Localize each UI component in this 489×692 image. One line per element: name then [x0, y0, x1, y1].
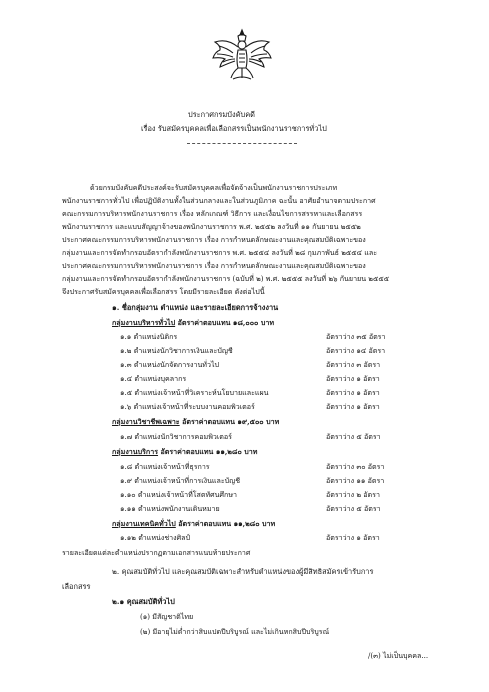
- issuer-title: ประกาศกรมบังคับคดี: [188, 110, 255, 119]
- intro-line-8: กลุ่มงานและการจัดทำกรอบอัตรากำลังพนักงานราชการ (ฉบับที่ ๒) พ.ศ. ๒๕๕๕ ลงวันที่ ๒๖ กันยายน ๒๕๕๕: [62, 274, 390, 283]
- garuda-emblem-icon: [211, 28, 273, 82]
- section1-note: รายละเอียดแต่ละตำแหน่งปรากฏตามเอกสารแนบท้ายประกาศ: [62, 548, 251, 557]
- position-1-6: ๑.๖ ตำแหน่งเจ้าหน้าที่ระบบงานคอมพิวเตอร์: [120, 402, 255, 411]
- position-1-5: ๑.๕ ตำแหน่งเจ้าหน้าที่วิเคราะห์นโยบายและแผน: [120, 388, 269, 397]
- position-1-4: ๑.๔ ตำแหน่งบุคลากร: [120, 374, 187, 383]
- vacancy-1-6: อัตราว่าง ๑ อัตรา: [326, 402, 380, 411]
- vacancy-1-3: อัตราว่าง ๓ อัตรา: [326, 360, 381, 369]
- group-admin-name: กลุ่มงานบริหารทั่วไป: [112, 318, 176, 327]
- group-technical-pay: อัตราค่าตอบแทน ๑๑,๒๘๐ บาท: [175, 519, 276, 528]
- intro-line-1: ด้วยกรมบังคับคดีประสงค์จะรับสมัครบุคคลเพื่อจัดจ้างเป็นพนักงานราชการประเภท: [90, 183, 338, 192]
- group-admin-heading: [112, 318, 274, 327]
- intro-line-7: ประกาศคณะกรรมการบริหารพนักงานราชการ เรื่อง การกำหนดลักษณะงานและคุณสมบัติเฉพาะของ: [62, 261, 366, 270]
- vacancy-1-2: อัตราว่าง ๑๔ อัตรา: [326, 346, 386, 355]
- header-separator: [187, 143, 297, 144]
- vacancy-1-10: อัตราว่าง ๒ อัตรา: [326, 490, 380, 499]
- subject-line: เรื่อง รับสมัครบุคคลเพื่อเลือกสรรเป็นพนักงานราชการทั่วไป: [141, 124, 327, 133]
- intro-line-4: พนักงานราชการ และแบบสัญญาจ้างของพนักงานราชการ พ.ศ. ๒๕๕๒ ลงวันที่ ๑๑ กันยายน ๒๕๕๒: [62, 222, 361, 231]
- section2-subtitle: ๒.๑ คุณสมบัติทั่วไป: [112, 597, 175, 606]
- position-1-2: ๑.๒ ตำแหน่งนักวิชาการเงินและบัญชี: [120, 346, 233, 355]
- intro-line-9: จึงประกาศรับสมัครบุคคลเพื่อเลือกสรร โดยมีรายละเอียด ดังต่อไปนี้: [62, 287, 265, 296]
- position-1-11: ๑.๑๑ ตำแหน่งพนักงานเดินหมาย: [120, 504, 220, 513]
- vacancy-1-5: อัตราว่าง ๑ อัตรา: [326, 388, 380, 397]
- position-1-1: ๑.๑ ตำแหน่งนิติกร: [120, 332, 178, 341]
- group-professional-pay: อัตราค่าตอบแทน ๑๙,๕๐๐ บาท: [179, 417, 280, 426]
- position-1-12: ๑.๑๒ ตำแหน่งช่างศิลป์: [120, 533, 190, 542]
- intro-line-6: กลุ่มงานและการจัดทำกรอบอัตรากำลังพนักงานราชการ พ.ศ. ๒๕๕๔ ลงวันที่ ๒๘ กุมภาพันธ์ ๒๕๕๔ และ: [62, 248, 378, 257]
- position-1-3: ๑.๓ ตำแหน่งนักจัดการงานทั่วไป: [120, 360, 220, 369]
- group-service-name: กลุ่มงานบริการ: [112, 447, 159, 456]
- position-1-7: ๑.๗ ตำแหน่งนักวิชาการคอมพิวเตอร์: [120, 432, 232, 441]
- vacancy-1-11: อัตราว่าง ๕ อัตรา: [326, 504, 381, 513]
- position-1-8: ๑.๘ ตำแหน่งเจ้าหน้าที่ธุรการ: [120, 462, 210, 471]
- group-technical-name: กลุ่มงานเทคนิคทั่วไป: [112, 519, 176, 528]
- vacancy-1-12: อัตราว่าง ๑ อัตรา: [326, 533, 380, 542]
- intro-line-2: พนักงานราชการทั่วไป เพื่อปฏิบัติงานทั้งในส่วนกลางและในส่วนภูมิภาค ฉะนั้น อาศัยอำนาจตามประกาศ: [62, 196, 376, 205]
- section2-title-line2: เลือกสรร: [62, 582, 91, 591]
- position-1-9: ๑.๙ ตำแหน่งเจ้าหน้าที่การเงินและบัญชี: [120, 476, 241, 485]
- section1-title: ๑. ชื่อกลุ่มงาน ตำแหน่ง และรายละเอียดการจ้างงาน: [112, 303, 279, 312]
- vacancy-1-1: อัตราว่าง ๓๕ อัตรา: [326, 332, 386, 341]
- section2-title-line1: ๒. คุณสมบัติทั่วไป และคุณสมบัติเฉพาะสำหรับตำแหน่งของผู้มีสิทธิสมัครเข้ารับการ: [112, 567, 374, 576]
- qualification-2: (๒) มีอายุไม่ต่ำกว่าสิบแปดปีบริบูรณ์ และไม่เกินหกสิบปีบริบูรณ์: [140, 627, 330, 636]
- continuation-note: /(๓) ไม่เป็นบุคคล...: [368, 651, 429, 660]
- group-service-pay: อัตราค่าตอบแทน ๑๑,๒๘๐ บาท: [158, 447, 258, 456]
- vacancy-1-4: อัตราว่าง ๑ อัตรา: [326, 374, 380, 383]
- group-admin-pay: อัตราค่าตอบแทน ๑๘,๐๐๐ บาท: [175, 318, 275, 327]
- qualification-1: (๑) มีสัญชาติไทย: [140, 612, 194, 621]
- group-technical-heading: [112, 519, 275, 528]
- intro-line-3: คณะกรรมการบริหารพนักงานราชการ เรื่อง หลักเกณฑ์ วิธีการ และเงื่อนไขการสรรหาและเลือกสรร: [62, 209, 363, 218]
- position-1-10: ๑.๑๐ ตำแหน่งเจ้าหน้าที่โสตทัศนศึกษา: [120, 490, 237, 499]
- group-service-heading: [112, 447, 257, 456]
- vacancy-1-9: อัตราว่าง ๑๑ อัตรา: [326, 476, 385, 485]
- group-professional-heading: [112, 417, 279, 426]
- intro-line-5: ประกาศคณะกรรมการบริหารพนักงานราชการ เรื่อง การกำหนดลักษณะงานและคุณสมบัติเฉพาะของ: [62, 235, 366, 244]
- vacancy-1-7: อัตราว่าง ๕ อัตรา: [326, 432, 381, 441]
- group-professional-name: กลุ่มงานวิชาชีพเฉพาะ: [112, 417, 180, 426]
- vacancy-1-8: อัตราว่าง ๓๐ อัตรา: [326, 462, 385, 471]
